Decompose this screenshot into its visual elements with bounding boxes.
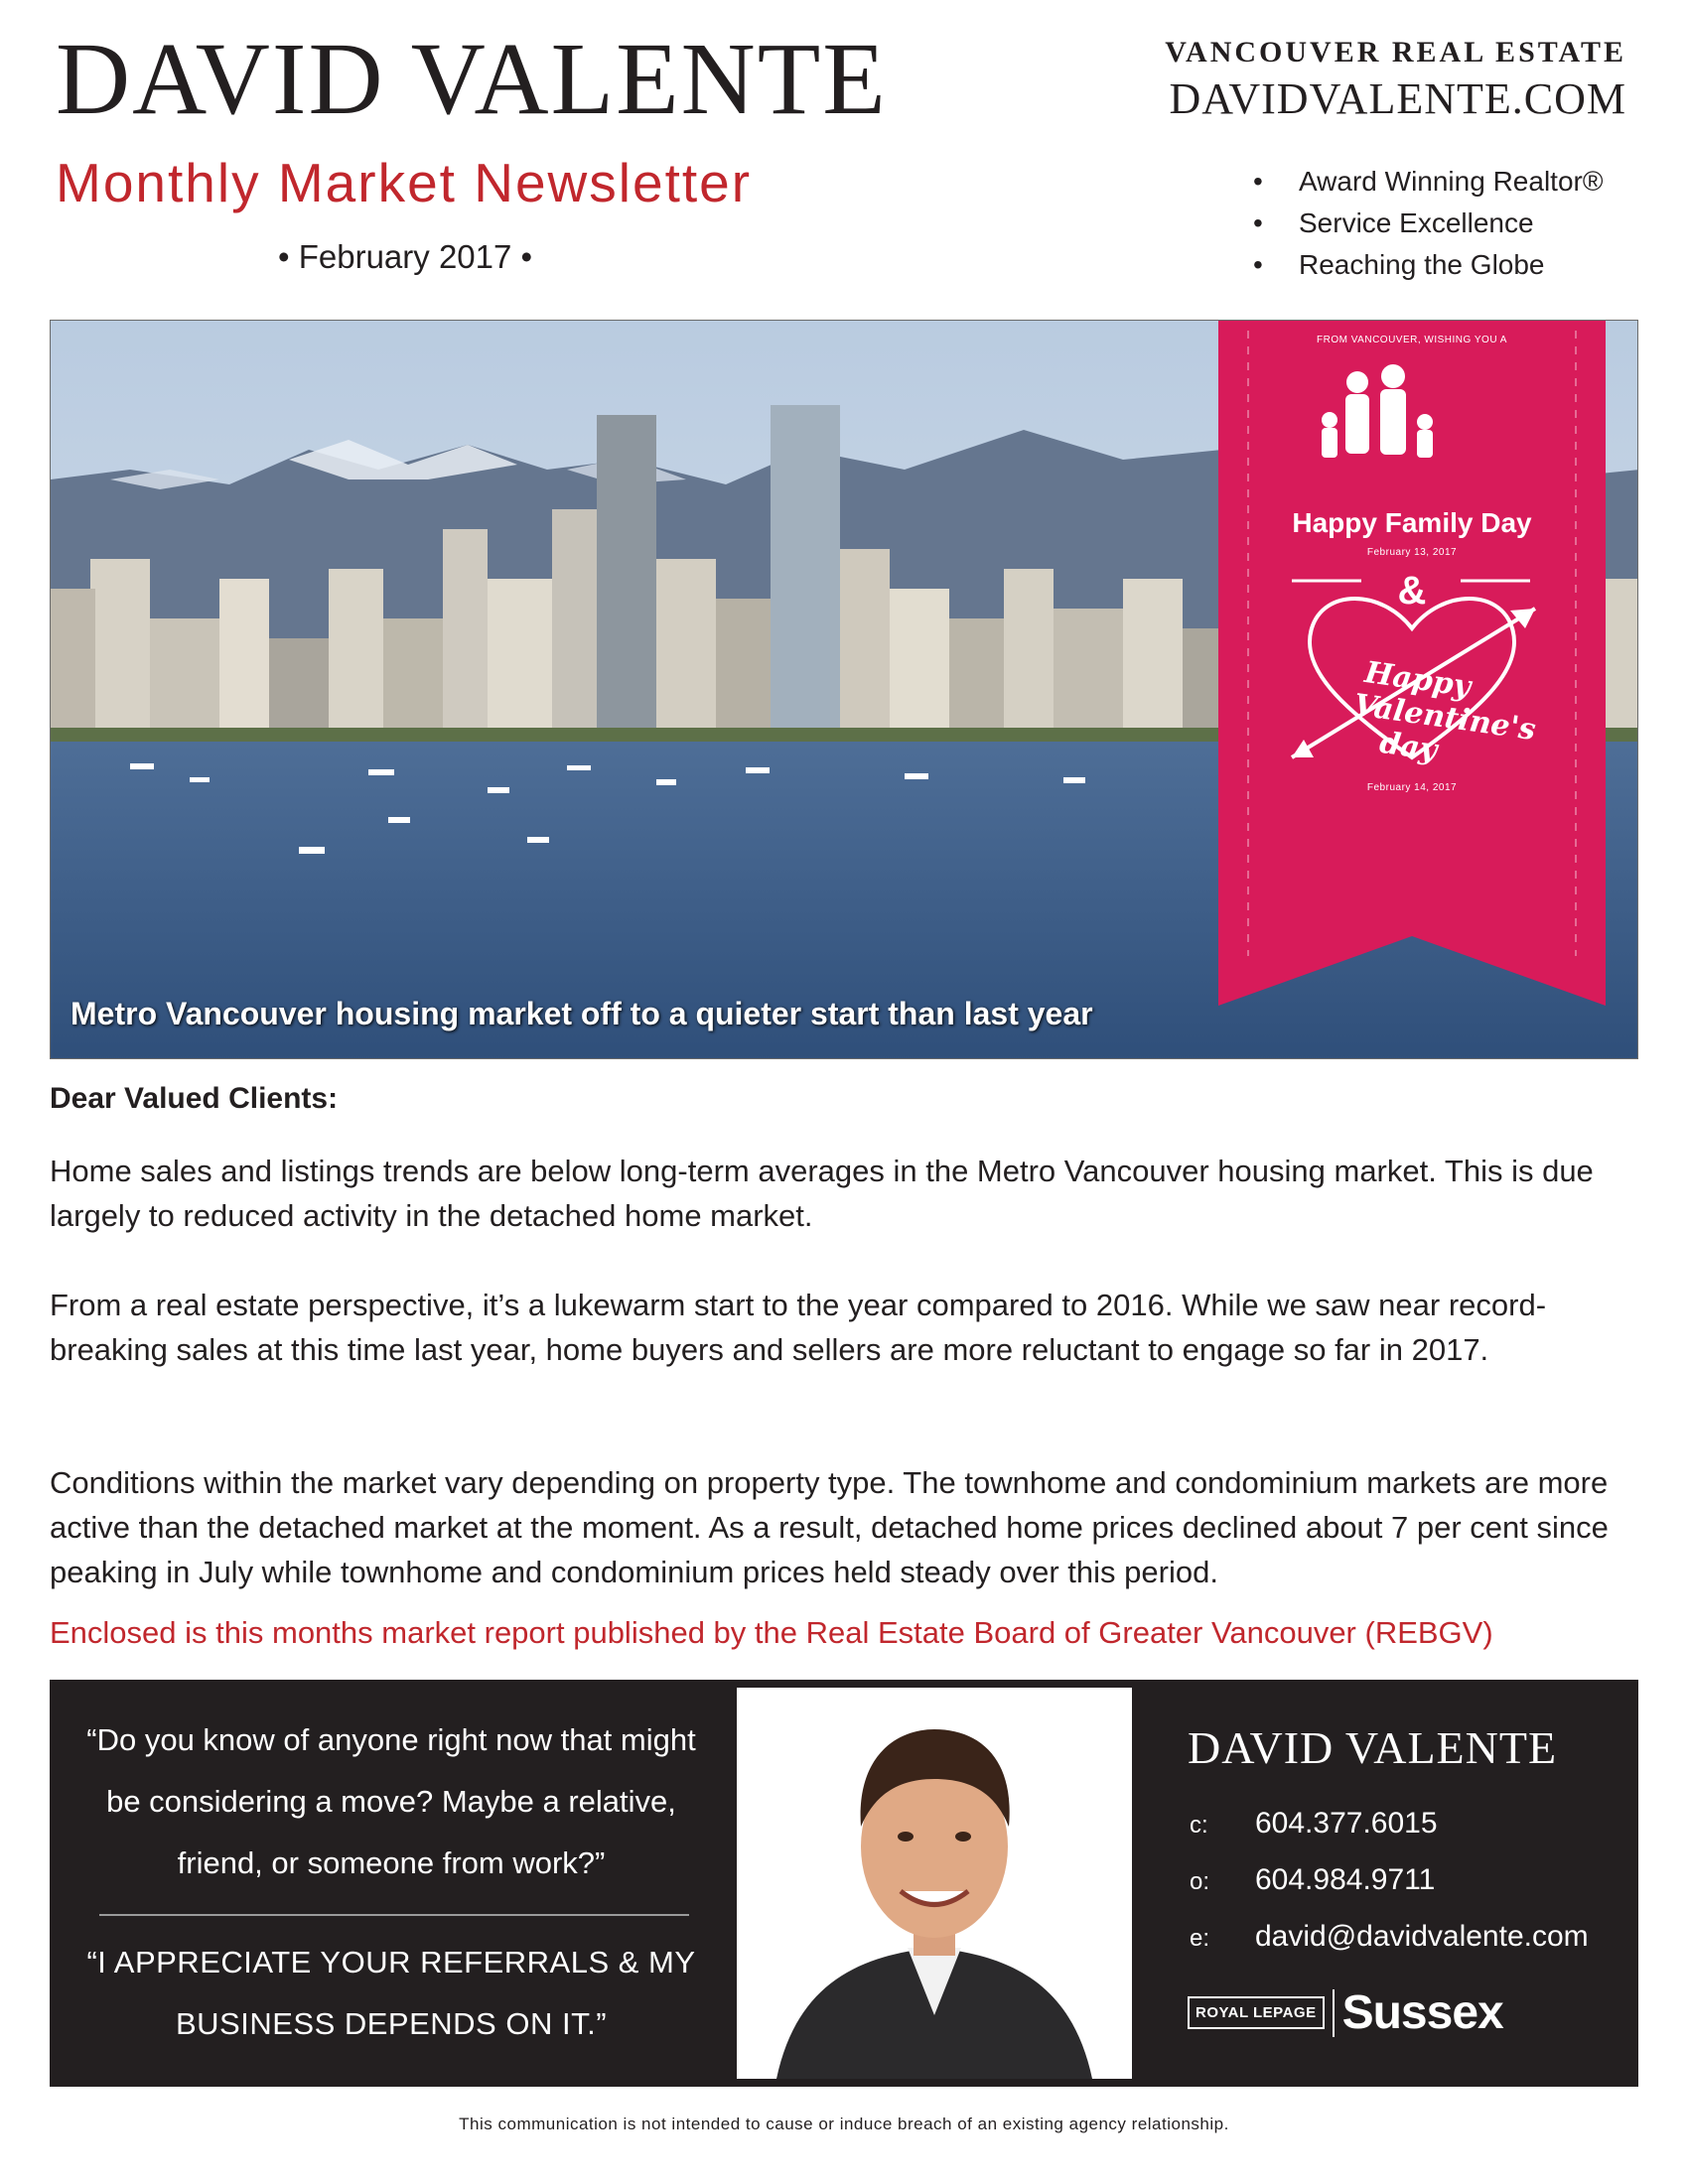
highlight-item: • Service Excellence	[1253, 207, 1534, 238]
quote-divider	[99, 1914, 689, 1916]
hero-caption: Metro Vancouver housing market off to a quieter start than last year	[70, 996, 1093, 1031]
highlight-item: • Reaching the Globe	[1253, 249, 1545, 280]
cell-phone[interactable]: c: 604.377.6015	[1190, 1807, 1438, 1840]
hero-image	[50, 320, 1638, 1059]
referral-question: “Do you know of anyone right now that might be considering a move? Maybe a relative, friend, or someone from work?”	[86, 1722, 696, 1880]
enclosed-note: Enclosed is this months market report published by the Real Estate Board of Greater Vancouver (REBGV)	[50, 1615, 1493, 1650]
brand-name: DAVID VALENTE	[56, 22, 888, 136]
office-phone[interactable]: o: 604.984.9711	[1190, 1863, 1436, 1896]
logo-divider	[1333, 1989, 1335, 2037]
header-website-block	[1165, 36, 1626, 124]
holiday-ribbon	[1218, 321, 1606, 1006]
contact-name: DAVID VALENTE	[1188, 1722, 1558, 1773]
email-link[interactable]: e: david@davidvalente.com	[1190, 1920, 1589, 1953]
contact-panel	[50, 1680, 1638, 2087]
valentine-date: February 14, 2017	[1366, 782, 1458, 793]
brokerage-logo	[1188, 1985, 1503, 2040]
sussex-logo: Sussex	[1341, 1986, 1503, 2039]
royal-lepage-logo: ROYAL LEPAGE	[1188, 1996, 1325, 2029]
highlight-item: • Award Winning Realtor®	[1253, 166, 1604, 197]
letter-paragraph: Home sales and listings trends are below long-term averages in the Metro Vancouver housing market. This is due largely to reduced activity in the detached home market.	[50, 1154, 1594, 1233]
website-link[interactable]: DAVIDVALENTE.COM	[1169, 74, 1626, 123]
family-day-title: Happy Family Day	[1292, 507, 1532, 538]
valentine-title: Happy Valentine's day	[1351, 655, 1538, 768]
agent-portrait-icon	[737, 1688, 1132, 2079]
letter-paragraph: Conditions within the market vary depending on property type. The townhome and condominium markets are more active than the detached market at the moment. As a result, detached home prices declined about 7 per cent since peaking in July while townhome and condominium prices held steady over this period.	[50, 1465, 1609, 1589]
ribbon-greeting: FROM VANCOUVER, WISHING YOU A	[1317, 335, 1507, 345]
family-day-date: February 13, 2017	[1366, 547, 1458, 558]
letter-paragraph: From a real estate perspective, it’s a lukewarm start to the year compared to 2016. While we saw near record-breaking sales at this time last year, home buyers and sellers are more reluctant to engage so far in 2017.	[50, 1288, 1547, 1367]
disclaimer: This communication is not intended to cause or induce breach of an existing agency relationship.	[459, 2115, 1229, 2133]
newsletter-title: Monthly Market Newsletter	[56, 152, 753, 213]
agent-photo	[737, 1688, 1132, 2079]
issue-date: • February 2017 •	[278, 238, 533, 275]
region-label: VANCOUVER REAL ESTATE	[1165, 36, 1626, 68]
highlights-list	[1253, 161, 1603, 286]
salutation: Dear Valued Clients:	[50, 1082, 339, 1115]
referral-appreciation: “I APPRECIATE YOUR REFERRALS & MY BUSINESS DEPENDS ON IT.”	[86, 1945, 696, 2041]
ribbon-ampersand: &	[1397, 569, 1427, 613]
